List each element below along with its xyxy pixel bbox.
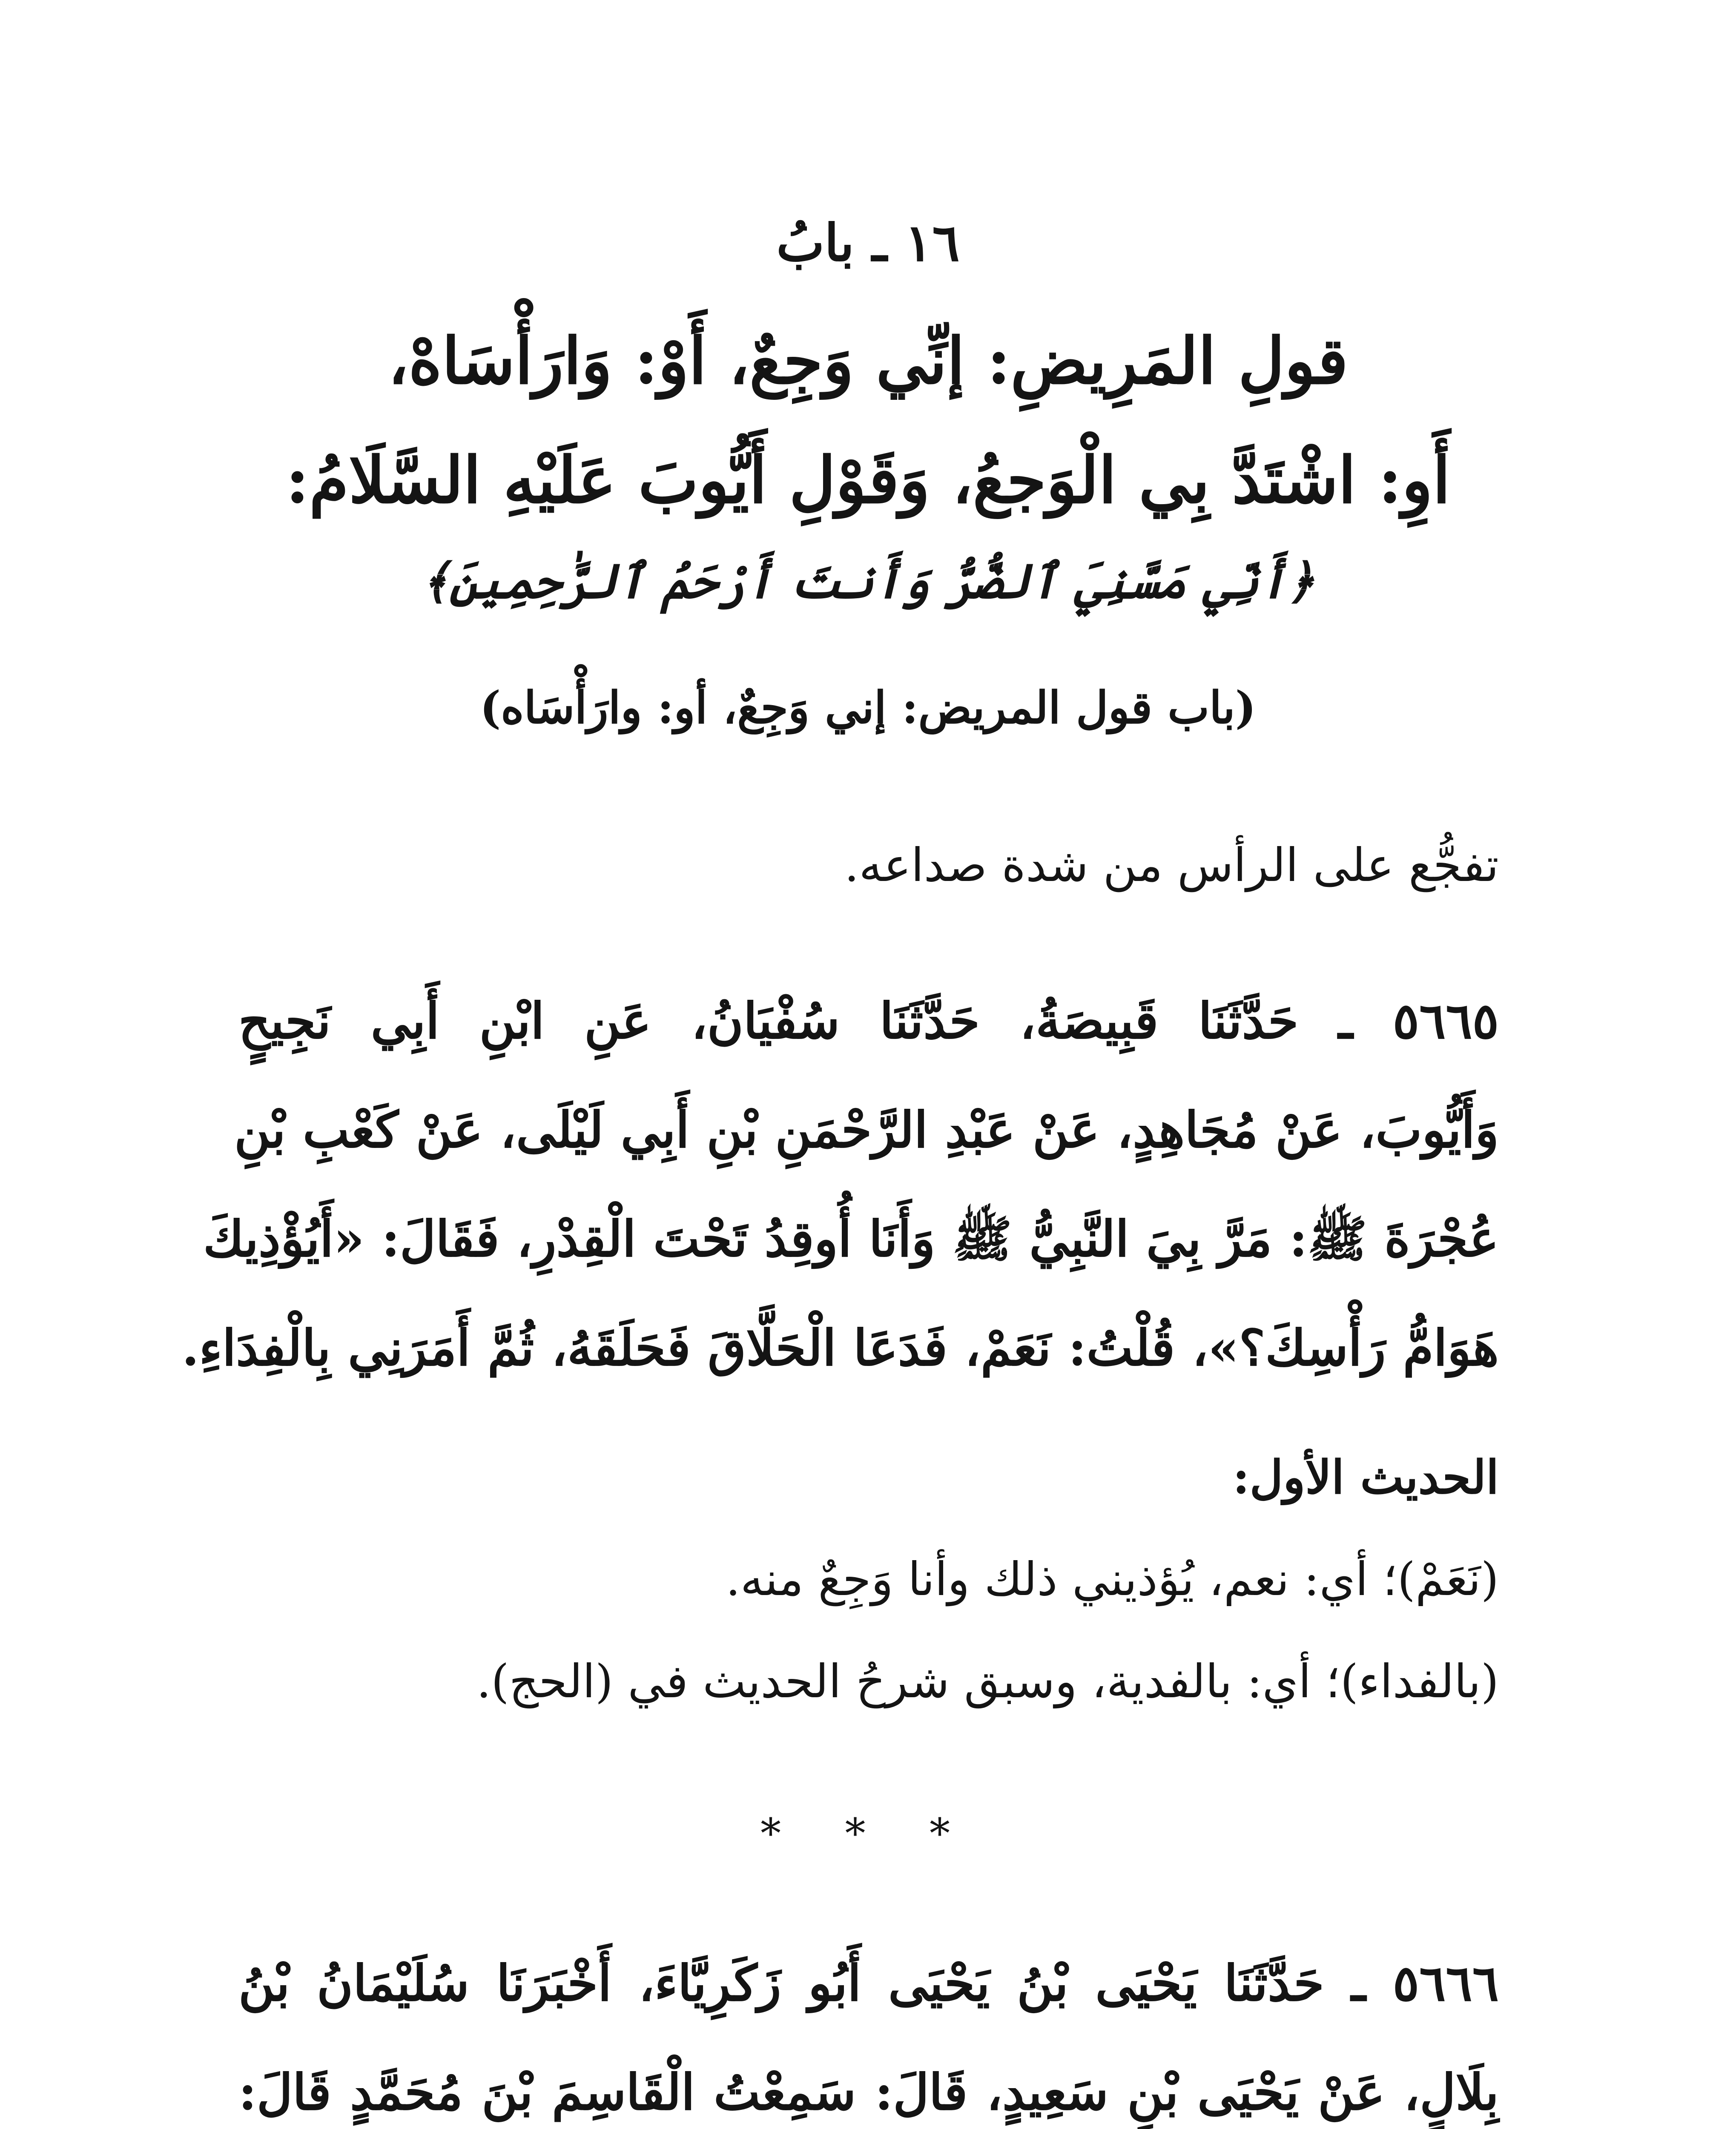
commentary-heading: الحديث الأول: [1232,1451,1499,1504]
hadith-line: ٥٦٦٦ ـ حَدَّثَنَا يَحْيَى بْنُ يَحْيَى أَبُو زَكَرِيَّاءَ، أَخْبَرَنَا سُلَيْمَانُ بْنُ [238,1954,1499,2012]
hadith-5665 [182,967,1499,1403]
explanation-line: تفجُّع على الرأس من شدة صداعه. [844,839,1499,892]
explanation-paragraph [238,822,1499,910]
commentary-section [238,1426,1499,1733]
hadith-line: وَأَيُّوبَ، عَنْ مُجَاهِدٍ، عَنْ عَبْدِ الرَّحْمَنِ بْنِ أَبِي لَيْلَى، عَنْ كَعْبِ بْنِ [234,1101,1499,1159]
hadith-5666 [238,1929,1499,2129]
chapter-title-line-1: قولِ المَرِيضِ: إنِّي وَجِعٌ، أَوْ: وَارَأْسَاهْ، [388,324,1348,399]
hadith-line: عُجْرَةَ ﷺ: مَرَّ بِيَ النَّبِيُّ ﷺ وَأَنَا أُوقِدُ تَحْتَ الْقِدْرِ، فَقَالَ: «أَيُؤْذِيكَ [203,1210,1499,1268]
hadith-line: هَوَامُّ رَأْسِكَ؟»، قُلْتُ: نَعَمْ، فَدَعَا الْحَلَّاقَ فَحَلَقَهُ، ثُمَّ أَمَرَنِي بِالْفِدَاءِ. [182,1319,1499,1377]
hadith-line: بِلَالٍ، عَنْ يَحْيَى بْنِ سَعِيدٍ، قَالَ: سَمِعْتُ الْقَاسِمَ بْنَ مُحَمَّدٍ قَالَ: [238,2063,1499,2121]
commentary-line: (بالفداء)؛ أي: بالفدية، وسبق شرحُ الحديث في (الحج). [476,1655,1499,1708]
section-separator: * * * [760,1810,976,1857]
commentary-line: (نَعَمْ)؛ أي: نعم، يُؤذيني ذلك وأنا وَجِعٌ منه. [726,1553,1499,1606]
commentary-subheading: (باب قول المريض: إني وَجِعٌ، أو: وارَأْسَاه) [479,681,1257,734]
hadith-line: ٥٦٦٥ ـ حَدَّثَنَا قَبِيصَةُ، حَدَّثَنَا سُفْيَانُ، عَنِ ابْنِ أَبِي نَجِيحٍ [238,992,1499,1050]
quran-verse: ﴿أَنِّي مَسَّنِيَ ٱلضُّرُّ وَأَنتَ أَرْحَمُ ٱلرَّٰحِمِينَ﴾ [421,554,1315,609]
chapter-label: ١٦ ـ بابُ [776,213,960,273]
chapter-title-line-2: أَوِ: اشْتَدَّ بِي الْوَجعُ، وَقَوْلِ أَيُّوبَ عَلَيْهِ السَّلَامُ: [285,443,1451,518]
